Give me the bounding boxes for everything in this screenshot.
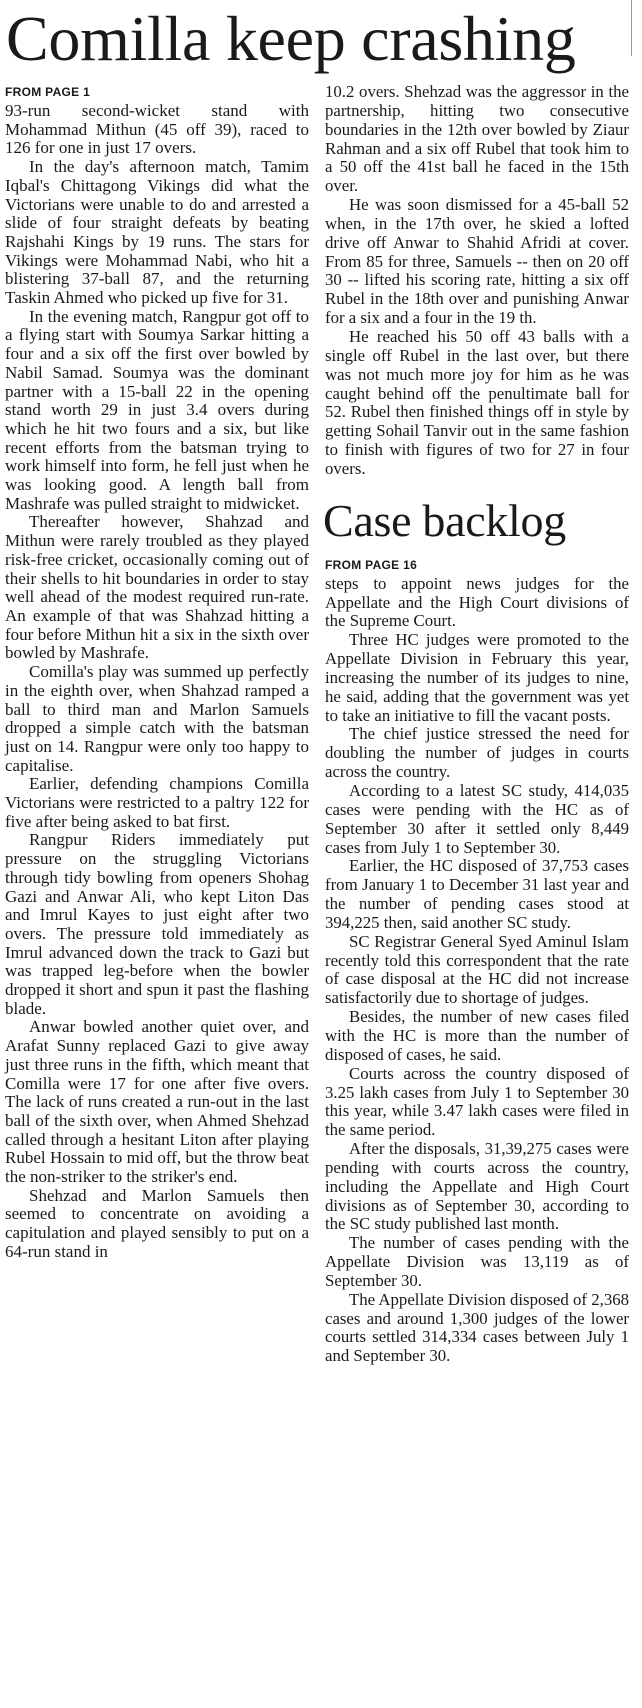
article-paragraph: He was soon dismissed for a 45-ball 52 when, in the 17th over, he skied a lofted drive off Anwar to Shahid Afridi at cover. From 85 for three, Samuels -- then on 20 off 30 -- lifted his scoring rate, hitting a six off Rubel in the 18th over and punishing Anwar for a six and a four in the 19 th. [325, 195, 629, 328]
from-page-label: FROM PAGE 16 [325, 557, 418, 572]
right-column [325, 83, 629, 1366]
article-paragraph: Earlier, the HC disposed of 37,753 cases from January 1 to December 31 last year and the number of pending cases stood at 394,225 then, said another SC study. [325, 856, 629, 932]
article-paragraph: In the day's afternoon match, Tamim Iqbal's Chittagong Vikings did what the Victorians were unable to do and arrested a slide of four straight defeats by beating Rajshahi Kings by 19 runs. The stars for Vikings were Mohammad Nabi, who hit a blistering 37-ball 87, and the returning Taskin Ahmed who picked up five for 31. [5, 157, 309, 308]
article-paragraph: Three HC judges were promoted to the Appellate Division in February this year, increasing the number of its judges to nine, he said, adding that the government was yet to take an initiative to fill the vacant posts. [325, 630, 629, 725]
headline-case-backlog: Case backlog [323, 494, 566, 546]
article-paragraph: He reached his 50 off 43 balls with a single off Rubel in the last over, but there was not much more joy for him as he was caught behind off the penultimate ball for 52. Rubel then finished things off in style by getting Sohail Tanvir out in the same fashion to finish with figures of two for 27 in four overs. [325, 326, 629, 478]
article-paragraph: Anwar bowled another quiet over, and Arafat Sunny replaced Gazi to give away just three runs in the fifth, which meant that Comilla were 17 for one after five overs. The lack of runs created a run-out in the last ball of the sixth over, when Ahmed Shehzad called through a hesitant Liton after playing Rubel Hossain to mid off, but the throw beat the non-striker to the striker's end. [5, 1017, 309, 1187]
article-paragraph: Courts across the country disposed of 3.25 lakh cases from July 1 to September 30 this year, while 3.47 lakh cases were filed in the same period. [325, 1063, 629, 1140]
article-paragraph: SC Registrar General Syed Aminul Islam recently told this correspondent that the rate of case disposal at the HC did not increase satisfactorily due to shortage of judges. [325, 931, 629, 1008]
article-paragraph: steps to appoint news judges for the Appellate and the High Court divisions of the Supreme Court. [325, 573, 629, 631]
article-paragraph: The chief justice stressed the need for doubling the number of judges in courts across the country. [325, 724, 629, 782]
article-paragraph: Comilla's play was summed up perfectly in the eighth over, when Shahzad ramped a ball to third man and Marlon Samuels dropped a simple catch with the batsman just on 14. Rangpur were only too happy to capitalise. [5, 662, 309, 775]
article-paragraph: In the evening match, Rangpur got off to a flying start with Soumya Sarkar hitting a four and a six off the first over bowled by Nabil Samad. Soumya was the dominant partner with a 15-ball 22 in the opening stand worth 29 in just 3.4 overs during which he hit two fours and a six, but like recent efforts from the batsman trying to work himself into form, he fell just when he was looking good. A length ball from Mashrafe was pulled straight to midwicket. [5, 306, 309, 513]
article-paragraph: 93-run second-wicket stand with Mohammad Mithun (45 off 39), raced to 126 for one in just 17 overs. [5, 101, 309, 158]
left-column [5, 84, 309, 1262]
headline-comilla: Comilla keep crashing [6, 3, 576, 74]
from-page-label: FROM PAGE 1 [5, 85, 91, 99]
article-paragraph: After the disposals, 31,39,275 cases were pending with courts across the country, including the Appellate and High Court divisions as of September 30, according to the SC study published last month. [325, 1139, 629, 1234]
article-paragraph: Thereafter however, Shahzad and Mithun were rarely troubled as they played risk-free cricket, occasionally coming out of their shells to hit boundaries in order to stay well ahead of the modest required run-rate. An example of that was Shahzad hitting a four before Mithun hit a six in the sixth over bowled by Mashrafe. [5, 512, 309, 663]
column-rule [631, 0, 632, 56]
article-paragraph: The Appellate Division disposed of 2,368 cases and around 1,300 judges of the lower courts settled 314,334 cases between July 1 and September 30. [325, 1289, 629, 1366]
article-paragraph: 10.2 overs. Shehzad was the aggressor in the partnership, hitting two consecutive boundaries in the 12th over bowled by Ziaur Rahman and a six off Rubel that took him to a 50 off the 41st ball he faced in the 15th over. [325, 82, 629, 196]
article-paragraph: Earlier, defending champions Comilla Victorians were restricted to a paltry 122 for five after being asked to bat first. [5, 774, 309, 831]
article-paragraph: According to a latest SC study, 414,035 cases were pending with the HC as of September 30 after it settled only 8,449 cases from July 1 to September 30. [325, 781, 629, 857]
article-paragraph: The number of cases pending with the Appellate Division was 13,119 as of September 30. [325, 1233, 629, 1290]
article-paragraph: Besides, the number of new cases filed with the HC is more than the number of disposed of cases, he said. [325, 1007, 629, 1064]
article-paragraph: Shehzad and Marlon Samuels then seemed to concentrate on avoiding a capitulation and played sensibly to put on a 64-run stand in [5, 1185, 309, 1261]
article-paragraph: Rangpur Riders immediately put pressure on the struggling Victorians through tidy bowling from openers Shohag Gazi and Anwar Ali, who kept Liton Das and Imrul Kayes to just eight after two overs. The pressure told immediately as Imrul advanced down the track to Gazi but was trapped leg-before when the bowler dropped it short and spun it past the flashing blade. [5, 830, 309, 1018]
